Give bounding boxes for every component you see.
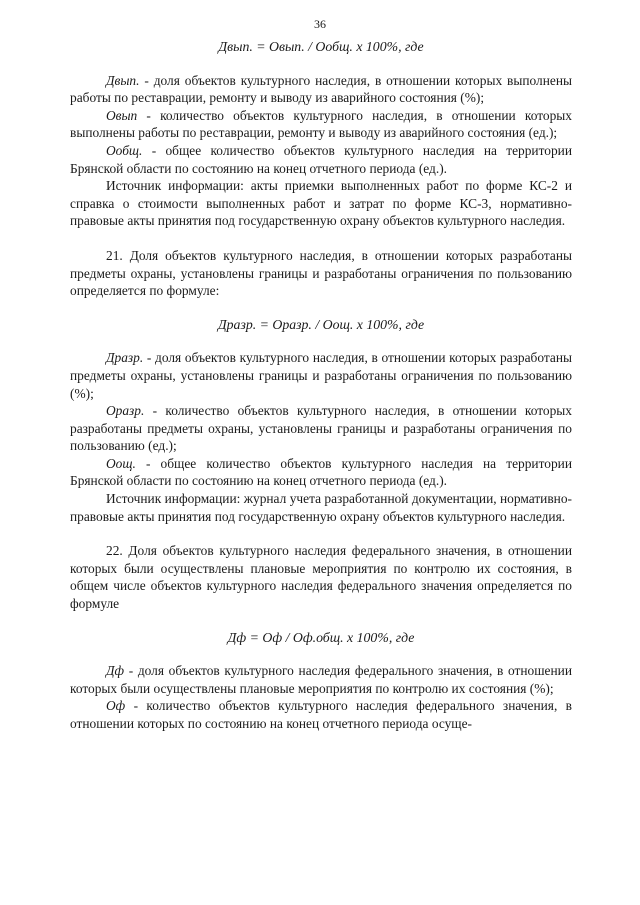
definition-paragraph [70, 662, 572, 697]
item-22-paragraph: 22. Доля объектов культурного наследия федерального значения, в отношении которых были осуществлены плановые мероприятия по контролю их состояния, в общем числе объектов культурного наследия федерального значения определяется по формуле [70, 543, 572, 612]
definition-text: - количество объектов культурного наследия федерального значения, в отношении которых по состоянию на конец отчетного периода осуще- [70, 698, 572, 731]
definition-term: Оразр. [106, 403, 145, 419]
formula-federal-share: Дф = Оф / Оф.общ. х 100%, где [227, 629, 415, 645]
source-paragraph: Источник информации: акты приемки выполненных работ по форме КС-2 и справка о стоимости выполненных работ и затрат по форме КС-3, нормативно-правовые акты принятия под государственную охрану объектов культурного наследия. [70, 178, 572, 229]
formula-restoration-share: Двып. = Овып. / Oобщ. х 100%, где [218, 39, 424, 54]
definition-text: - доля объектов культурного наследия, в отношении которых выполнены работы по реставрации, ремонту и выводу из аварийного состояния (%); [70, 72, 572, 106]
definition-text: - доля объектов культурного наследия федерального значения, в отношении которых были осуществлены плановые мероприятия по контролю их состояния (%); [70, 663, 572, 696]
definition-text: - количество объектов культурного наследия, в отношении которых разработаны предметы охраны, установлены границы и разработаны ограничения по пользованию (ед.); [70, 403, 572, 454]
definition-text: - доля объектов культурного наследия, в отношении которых разработаны предметы охраны, установлены границы и разработаны ограничения по пользованию (%); [70, 350, 572, 401]
definition-paragraph [70, 402, 572, 455]
definition-term: Оф [106, 698, 126, 714]
definition-paragraph [70, 697, 572, 732]
definition-text: - количество объектов культурного наследия, в отношении которых выполнены работы по реставрации, ремонту и выводу из аварийного состояния (ед.); [70, 107, 572, 141]
page-number: 36 [314, 17, 326, 31]
definition-paragraph [70, 107, 572, 142]
definition-paragraph [70, 142, 572, 177]
definition-term: Дф [106, 663, 125, 679]
definition-term: Oобщ. [106, 142, 143, 158]
definition-paragraph [70, 455, 572, 490]
definition-paragraph [70, 349, 572, 402]
definition-term: Двып. [106, 72, 140, 88]
item-21-paragraph: 21. Доля объектов культурного наследия, в отношении которых разработаны предметы охраны, установлены границы и разработаны ограничения по пользованию определяется по формуле: [70, 247, 572, 299]
definition-text: - общее количество объектов культурного наследия на территории Брянской области по состоянию на конец отчетного периода (ед.). [70, 455, 572, 489]
definition-paragraph [70, 72, 572, 107]
formula-protection-share: Дразр. = Оразр. / Оощ. х 100%, где [217, 316, 425, 332]
definition-term: Дразр. [106, 350, 144, 366]
definition-text: - общее количество объектов культурного наследия на территории Брянской области по состоянию на конец отчетного периода (ед.). [70, 142, 572, 176]
definition-term: Оощ. [106, 455, 136, 471]
source-paragraph: Источник информации: журнал учета разработанной документации, нормативно-правовые акты принятия под государственную охрану объектов культурного наследия. [70, 491, 572, 524]
document-body [70, 38, 572, 733]
definition-term: Овып [106, 107, 138, 123]
